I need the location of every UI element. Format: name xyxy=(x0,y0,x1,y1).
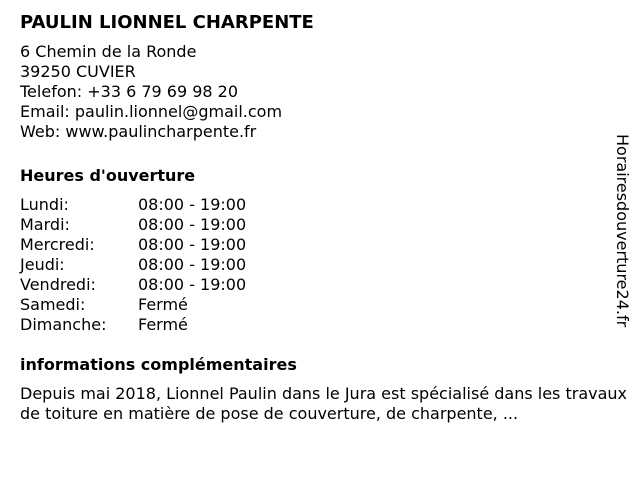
day-label: Lundi: xyxy=(20,195,69,214)
day-hours: 08:00 - 19:00 xyxy=(138,255,247,274)
day-label: Mardi: xyxy=(20,215,70,234)
phone-line[interactable]: Telefon: +33 6 79 69 98 20 xyxy=(20,82,239,101)
day-label: Dimanche: xyxy=(20,315,107,334)
hours-row-thursday xyxy=(20,255,610,275)
day-hours: Fermé xyxy=(138,315,188,334)
day-hours: 08:00 - 19:00 xyxy=(138,235,247,254)
hours-row-sunday xyxy=(20,315,610,335)
day-hours: 08:00 - 19:00 xyxy=(138,195,247,214)
day-hours: 08:00 - 19:00 xyxy=(138,275,247,294)
hours-heading: Heures d'ouverture xyxy=(20,166,196,185)
business-name: PAULIN LIONNEL CHARPENTE xyxy=(20,12,314,33)
site-watermark[interactable]: Horairesdouverture24.fr xyxy=(613,134,632,328)
hours-row-saturday xyxy=(20,295,610,315)
day-label: Mercredi: xyxy=(20,235,95,254)
info-description: Depuis mai 2018, Lionnel Paulin dans le Jura est spécialisé dans les travaux de toiture en matière de pose de couverture, de charpente, ... xyxy=(20,384,628,423)
address-city: 39250 CUVIER xyxy=(20,62,136,81)
hours-row-wednesday xyxy=(20,235,610,255)
day-label: Jeudi: xyxy=(20,255,65,274)
email-line[interactable]: Email: paulin.lionnel@gmail.com xyxy=(20,102,283,121)
hours-table xyxy=(20,195,610,335)
day-hours: 08:00 - 19:00 xyxy=(138,215,247,234)
address-street: 6 Chemin de la Ronde xyxy=(20,42,197,61)
web-line[interactable]: Web: www.paulincharpente.fr xyxy=(20,122,257,141)
hours-row-monday xyxy=(20,195,610,215)
day-hours: Fermé xyxy=(138,295,188,314)
hours-row-tuesday xyxy=(20,215,610,235)
day-label: Samedi: xyxy=(20,295,86,314)
hours-row-friday xyxy=(20,275,610,295)
info-heading: informations complémentaires xyxy=(20,355,297,374)
day-label: Vendredi: xyxy=(20,275,96,294)
